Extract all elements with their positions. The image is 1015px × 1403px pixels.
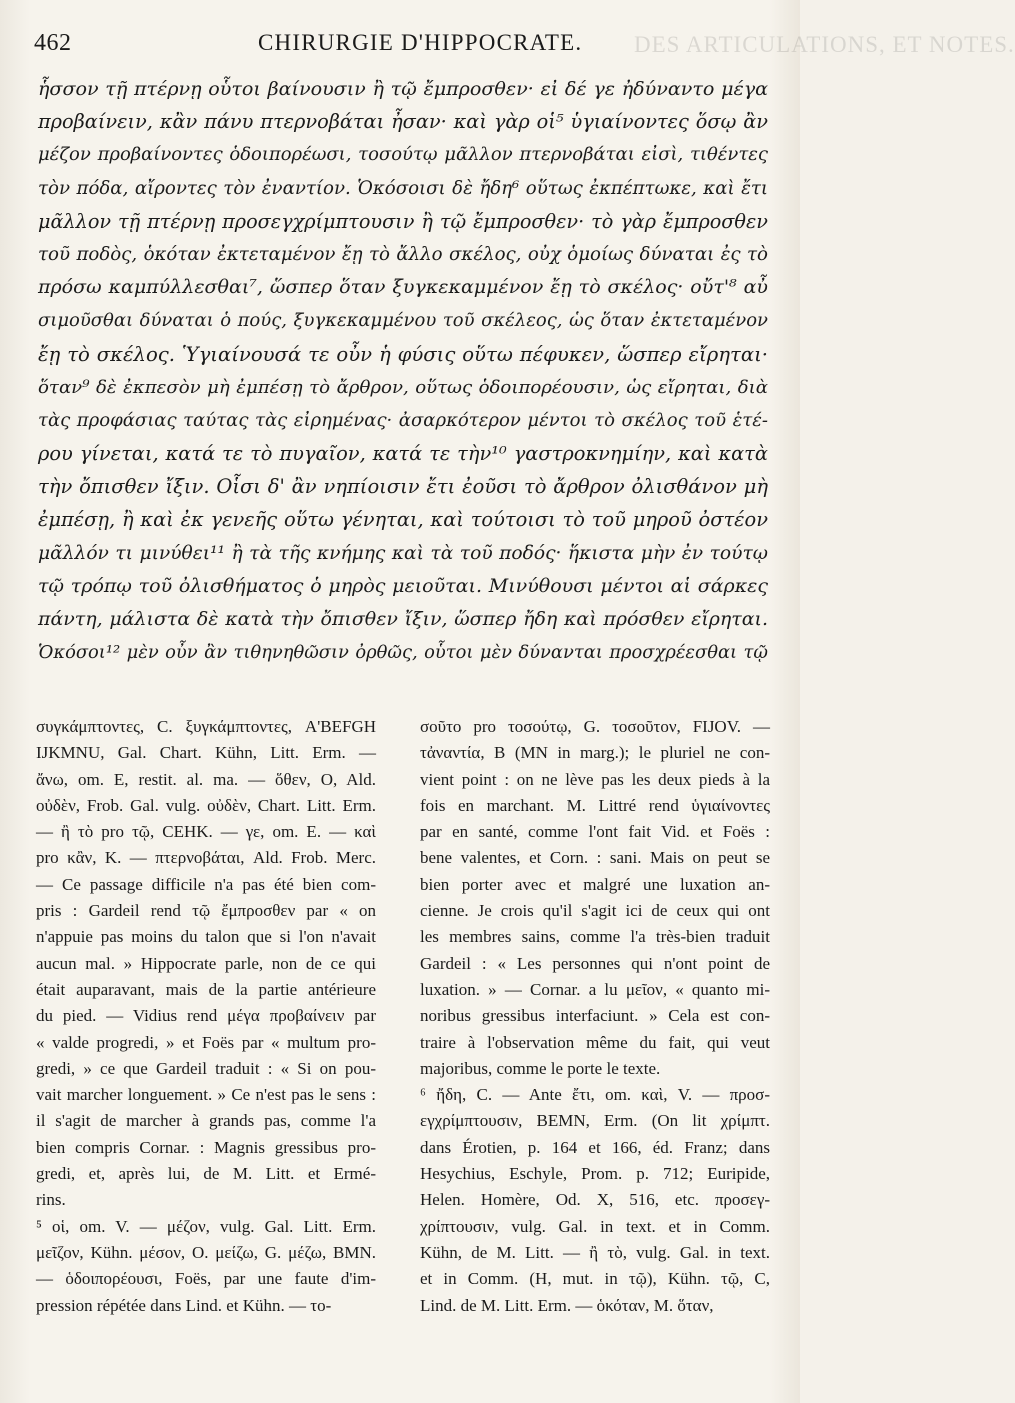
footnote-line: — ἢ τὸ pro τῷ, CEHK. — γε, om. E. — καὶ	[36, 822, 376, 842]
text-line: ἐμπέσῃ, ἢ καὶ ἐκ γενεῆς οὕτω γένηται, καὶ τούτοισι τὸ τοῦ μηροῦ ὀστέον	[38, 508, 768, 532]
bleed-through-heading: DES ARTICULATIONS, ET NOTES.	[634, 32, 1015, 57]
footnote-line: συγκάμπτοντες, C. ξυγκάμπτοντες, A'BEFGH	[36, 717, 376, 736]
footnote-line: ⁵ οἱ, om. V. — μέζον, vulg. Gal. Litt. Erm.	[36, 1216, 376, 1236]
footnote-line: majoribus, comme le porte le texte.	[420, 1058, 661, 1078]
page-header	[34, 30, 1015, 64]
text-line: πάντη, μάλιστα δὲ κατὰ τὴν ὄπισθεν ἴξιν, ὥσπερ ἤδη καὶ πρόσθεν εἴρηται.	[38, 608, 768, 630]
footnote-line: dans Érotien, p. 164 et 166, éd. Franz; dans	[420, 1137, 770, 1157]
text-line: τὴν ὄπισθεν ἴξιν. Οἷσι δ' ἂν νηπίοισιν ἔτι ἐοῦσι τὸ ἄρθρον ὀλισθάνον μὴ	[38, 475, 768, 499]
footnote-line: et in Comm. (H, mut. in τῷ), Kühn. τῷ, C,	[420, 1269, 770, 1289]
footnote-line: gredi, et, après lui, de M. Litt. et Ermé-	[36, 1164, 376, 1184]
footnote-line: il s'agit de marcher à grands pas, comme l'a	[36, 1111, 376, 1131]
footnote-line: était auparavant, mais de la partie antérieure	[36, 979, 376, 999]
text-line: τὰς προφάσιας ταύτας τὰς εἰρημένας· ἀσαρκότερον μέντοι τὸ σκέλος τοῦ ἑτέ-	[38, 409, 768, 431]
text-line: Ὁκόσοι¹² μὲν οὖν ἂν τιθηνηθῶσιν ὀρθῶς, οὗτοι μὲν δύνανται προσχρέεσθαι τῷ	[38, 642, 768, 664]
footnote-line: pression répétée dans Lind. et Kühn. — το-	[36, 1295, 332, 1315]
footnote-line: rins.	[36, 1190, 66, 1210]
text-line: μᾶλλον τῇ πτέρνῃ προσεγχρίμπτουσιν ἢ τῷ ἔμπροσθεν· τὸ γὰρ ἔμπροσθεν	[38, 209, 768, 233]
footnote-line: fois en marchant. M. Littré rend ὑγιαίνοντες	[420, 795, 770, 815]
footnote-line: n'appuie pas moins du talon que si l'on n'avait	[36, 927, 376, 947]
footnote-line: vient point : on ne lève pas les deux pieds à la	[420, 769, 770, 789]
footnote-line: du pied. — Vidius rend μέγα προβαίνειν par	[36, 1006, 376, 1026]
footnote-line: — ὁδοιπορέουσι, Foës, par une faute d'im-	[36, 1269, 376, 1289]
footnote-line: Gardeil : « Les personnes qui n'ont point de	[420, 953, 770, 973]
footnote-line: χρίπτουσιν, vulg. Gal. in text. et in Comm.	[420, 1216, 770, 1236]
text-line: μέζον προβαίνοντες ὁδοιπορέωσι, τοσούτῳ μᾶλλον πτερνοβάται εἰσὶ, τιθέντες	[38, 144, 768, 166]
text-line: ἔῃ τὸ σκέλος. Ὑγιαίνουσά τε οὖν ἡ φύσις οὕτω πέφυκεν, ὥσπερ εἴρηται·	[38, 342, 768, 366]
footnote-line: Hesychius, Eschyle, Prom. p. 712; Euripide,	[420, 1164, 770, 1184]
column-gutter	[398, 712, 399, 1382]
footnote-line: gredi, » ce que Gardeil traduit : « Si on pou-	[36, 1058, 376, 1078]
text-line: ὅταν⁹ δὲ ἐκπεσὸν μὴ ἐμπέσῃ τὸ ἄρθρον, οὕτως ὁδοιπορέουσιν, ὡς εἴρηται, διὰ	[38, 376, 768, 398]
footnote-line: bien compris Cornar. : Magnis gressibus pro-	[36, 1137, 376, 1157]
page-number: 462	[34, 30, 72, 56]
footnote-line: pro κἂν, K. — πτερνοβάται, Ald. Frob. Merc.	[36, 848, 376, 868]
footnote-line: traire à l'observation même du fait, qui veut	[420, 1032, 770, 1052]
running-title: CHIRURGIE D'HIPPOCRATE.	[258, 30, 583, 55]
text-line: τὸν πόδα, αἴροντες τὸν ἐναντίον. Ὁκόσοισι δὲ ἤδη⁶ οὕτως ἐκπέπτωκε, καὶ ἔτι	[38, 177, 768, 199]
footnote-line: σοῦτο pro τοσούτῳ, G. τοσοῦτον, FIJOV. —	[420, 717, 770, 736]
footnote-line: — Ce passage difficile n'a pas été bien com-	[36, 874, 376, 894]
text-line: ἧσσον τῇ πτέρνῃ οὗτοι βαίνουσιν ἢ τῷ ἔμπροσθεν· εἰ δέ γε ἠδύναντο μέγα	[38, 77, 768, 100]
footnote-line: Helen. Homère, Od. X, 516, etc. προσεγ-	[420, 1190, 770, 1210]
footnote-line: par en santé, comme l'ont fait Vid. et Foës :	[420, 822, 770, 842]
footnote-line: « valde progredi, » et Foës par « multum pro-	[36, 1032, 376, 1052]
text-line: τοῦ ποδὸς, ὁκόταν ἐκτεταμένον ἔῃ τὸ ἄλλο σκέλος, οὐχ ὁμοίως δύναται ἐς τὸ	[38, 243, 768, 265]
footnote-line: noribus gressibus interfaciunt. » Cela est con-	[420, 1006, 770, 1026]
footnote-line: IJKMNU, Gal. Chart. Kühn, Litt. Erm. —	[36, 743, 376, 763]
footnote-line: μεῖζον, Kühn. μέσον, O. μείζω, G. μέζω, BMN.	[36, 1242, 376, 1262]
footnote-line: ἄνω, om. E, restit. al. ma. — ὅθεν, O, Ald.	[36, 769, 376, 789]
footnotes-left-column	[36, 714, 376, 1319]
footnote-line: Kühn, de M. Litt. — ἢ τὸ, vulg. Gal. in text.	[420, 1242, 770, 1262]
text-line: προβαίνειν, κἂν πάνυ πτερνοβάται ἦσαν· καὶ γὰρ οἱ⁵ ὑγιαίνοντες ὅσῳ ἂν	[38, 110, 768, 134]
footnote-line: bien porter avec et malgré une luxation an-	[420, 874, 770, 894]
text-line: ρου γίνεται, κατά τε τὸ πυγαῖον, κατά τε τὴν¹⁰ γαστροκνημίην, καὶ κατὰ	[38, 442, 768, 466]
footnote-line: vait marcher longuement. » Ce n'est pas le sens :	[36, 1085, 376, 1105]
footnote-line: ⁶ ἤδη, C. — Ante ἔτι, om. καὶ, V. — προσ-	[420, 1085, 770, 1105]
text-line: μᾶλλόν τι μινύθει¹¹ ἢ τὰ τῆς κνήμης καὶ τὰ τοῦ ποδός· ἥκιστα μὴν ἐν τούτῳ	[38, 542, 768, 564]
footnote-line: Lind. de M. Litt. Erm. — ὁκόταν, M. ὅταν,	[420, 1295, 714, 1315]
footnote-line: les membres sains, comme l'a très-bien traduit	[420, 927, 770, 947]
footnote-line: εγχρίμπτουσιν, BEMN, Erm. (On lit χρίμπτ.	[420, 1111, 770, 1131]
text-line: τῷ τρόπῳ τοῦ ὀλισθήματος ὁ μηρὸς μειοῦται. Μινύθουσι μέντοι αἱ σάρκες	[38, 574, 768, 597]
text-line: πρόσω καμπύλλεσθαι⁷, ὥσπερ ὅταν ξυγκεκαμμένον ἔῃ τὸ σκέλος· οὔτ'⁸ αὖ	[38, 276, 768, 299]
footnotes-right-column	[420, 714, 770, 1319]
footnote-line: cienne. Je crois qu'il s'agit ici de ceux qui ont	[420, 901, 770, 921]
main-greek-text	[38, 72, 768, 669]
footnote-line: pris : Gardeil rend τῷ ἔμπροσθεν par « on	[36, 901, 376, 921]
footnote-line: bene valentes, et Corn. : sani. Mais on peut se	[420, 848, 770, 868]
footnote-line: τἀναντία, B (MN in marg.); le pluriel ne con-	[420, 743, 770, 763]
footnote-line: luxation. » — Cornar. a lu μεῖον, « quanto mi-	[420, 979, 770, 999]
footnote-line: aucun mal. » Hippocrate parle, non de ce qui	[36, 953, 376, 973]
footnote-line: οὐδὲν, Frob. Gal. vulg. οὐδὲν, Chart. Litt. Erm.	[36, 795, 376, 815]
text-line: σιμοῦσθαι δύναται ὁ πούς, ξυγκεκαμμένου τοῦ σκέλεος, ὡς ὅταν ἐκτεταμένον	[38, 310, 768, 332]
